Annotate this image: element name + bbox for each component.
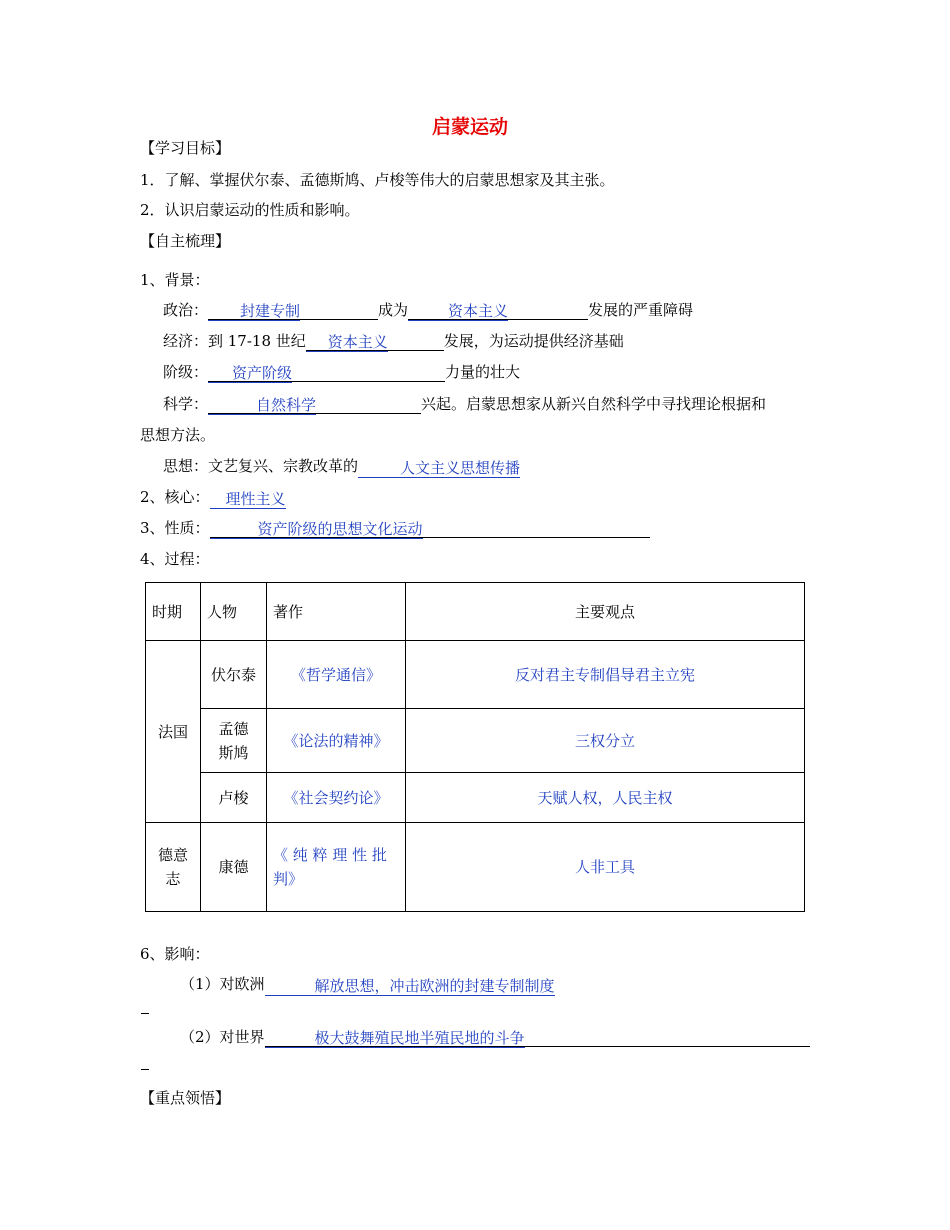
science-answer: 自然科学	[208, 396, 316, 415]
period-germany-line2: 志	[165, 870, 181, 888]
influence-europe-blank	[265, 976, 577, 994]
science-blank	[208, 395, 421, 414]
core-line	[140, 487, 292, 507]
table-row	[146, 641, 805, 709]
science-line	[163, 394, 766, 414]
class-tail: 力量的壮大	[445, 363, 521, 381]
nature-blank	[210, 519, 650, 538]
politics-tail: 发展的严重障碍	[588, 301, 694, 319]
person-montesquieu-line2: 斯鸠	[218, 743, 249, 762]
view-montesquieu: 三权分立	[406, 709, 805, 773]
thought-blank	[358, 458, 530, 476]
science-tail-line2: 思想方法。	[140, 426, 216, 444]
nature-label: 3、性质：	[140, 519, 210, 537]
work-kant-line2: 判》	[273, 870, 304, 888]
work-kant-line1: 《 纯 粹 理 性 批	[273, 846, 387, 864]
person-montesquieu	[201, 709, 267, 773]
work-rousseau: 《社会契约论》	[267, 773, 406, 823]
view-rousseau: 天赋人权，人民主权	[406, 773, 805, 823]
influence-world-blank	[265, 1028, 810, 1047]
view-kant: 人非工具	[406, 823, 805, 912]
period-germany-line1: 德意	[157, 846, 188, 864]
section-heading-review: 【自主梳理】	[140, 232, 231, 250]
person-montesquieu-line1: 孟德	[218, 719, 249, 738]
work-montesquieu: 《论法的精神》	[267, 709, 406, 773]
influence-europe-label: （1）对欧洲	[180, 975, 265, 993]
politics-answer-2: 资本主义	[408, 302, 508, 321]
influence-europe-answer: 解放思想，冲击欧洲的封建专制制度	[265, 977, 555, 996]
table-header-row	[146, 583, 805, 641]
header-person: 人物	[201, 583, 267, 641]
person-voltaire: 伏尔泰	[201, 641, 267, 709]
class-blank	[208, 363, 445, 382]
nature-answer: 资产阶级的思想文化运动	[210, 520, 423, 539]
economy-line	[163, 331, 624, 351]
person-kant: 康德	[201, 823, 267, 912]
influence-europe-line	[180, 974, 577, 994]
influence-world-line	[180, 1027, 810, 1047]
economy-answer: 资本主义	[306, 333, 388, 352]
period-france: 法国	[146, 641, 201, 823]
line-dash	[141, 1013, 149, 1014]
thought-answer: 人文主义思想传播	[358, 459, 520, 478]
objective-item-1: 1．了解、掌握伏尔泰、孟德斯鸠、卢梭等伟大的启蒙思想家及其主张。	[140, 171, 615, 189]
core-label: 2、核心：	[140, 488, 210, 506]
header-work: 著作	[267, 583, 406, 641]
politics-line	[163, 300, 693, 320]
class-line	[163, 362, 520, 382]
influence-world-answer: 极大鼓舞殖民地半殖民地的斗争	[265, 1029, 525, 1048]
thought-label: 思想：文艺复兴、宗教改革的	[163, 457, 359, 475]
economy-tail: 发展，为运动提供经济基础	[443, 332, 624, 350]
influence-world-label: （2）对世界	[180, 1028, 265, 1046]
politics-blank-1	[208, 301, 378, 320]
politics-answer-1: 封建专制	[208, 302, 300, 321]
class-label: 阶级：	[163, 363, 209, 381]
background-label: 1、背景：	[140, 271, 210, 289]
economy-blank	[306, 332, 444, 351]
header-period: 时期	[146, 583, 201, 641]
person-rousseau: 卢梭	[201, 773, 267, 823]
politics-label: 政治：	[163, 301, 209, 319]
science-label: 科学：	[163, 395, 209, 413]
work-voltaire: 《哲学通信》	[267, 641, 406, 709]
nature-line	[140, 518, 650, 538]
page-title: 启蒙运动	[432, 116, 509, 138]
objective-item-2: 2．认识启蒙运动的性质和影响。	[140, 201, 360, 219]
politics-blank-2	[408, 301, 588, 320]
work-kant	[267, 823, 406, 912]
class-answer: 资产阶级	[208, 364, 292, 383]
core-blank	[210, 489, 292, 507]
view-voltaire: 反对君主专制倡导君主立宪	[406, 641, 805, 709]
economy-label: 经济：到 17-18 世纪	[163, 332, 306, 350]
politics-mid: 成为	[378, 301, 409, 319]
line-dash	[141, 1069, 149, 1070]
influence-label: 6、影响：	[140, 945, 210, 963]
thinkers-table	[145, 582, 805, 912]
process-label: 4、过程：	[140, 550, 210, 568]
table-row	[146, 773, 805, 823]
table-row	[146, 823, 805, 912]
period-germany	[146, 823, 201, 912]
science-tail: 兴起。启蒙思想家从新兴自然科学中寻找理论根据和	[421, 395, 767, 413]
section-heading-key-points: 【重点领悟】	[140, 1089, 231, 1107]
table-row	[146, 709, 805, 773]
header-view: 主要观点	[406, 583, 805, 641]
thought-line	[163, 456, 530, 476]
core-answer: 理性主义	[210, 490, 286, 509]
section-heading-objectives: 【学习目标】	[140, 139, 231, 157]
